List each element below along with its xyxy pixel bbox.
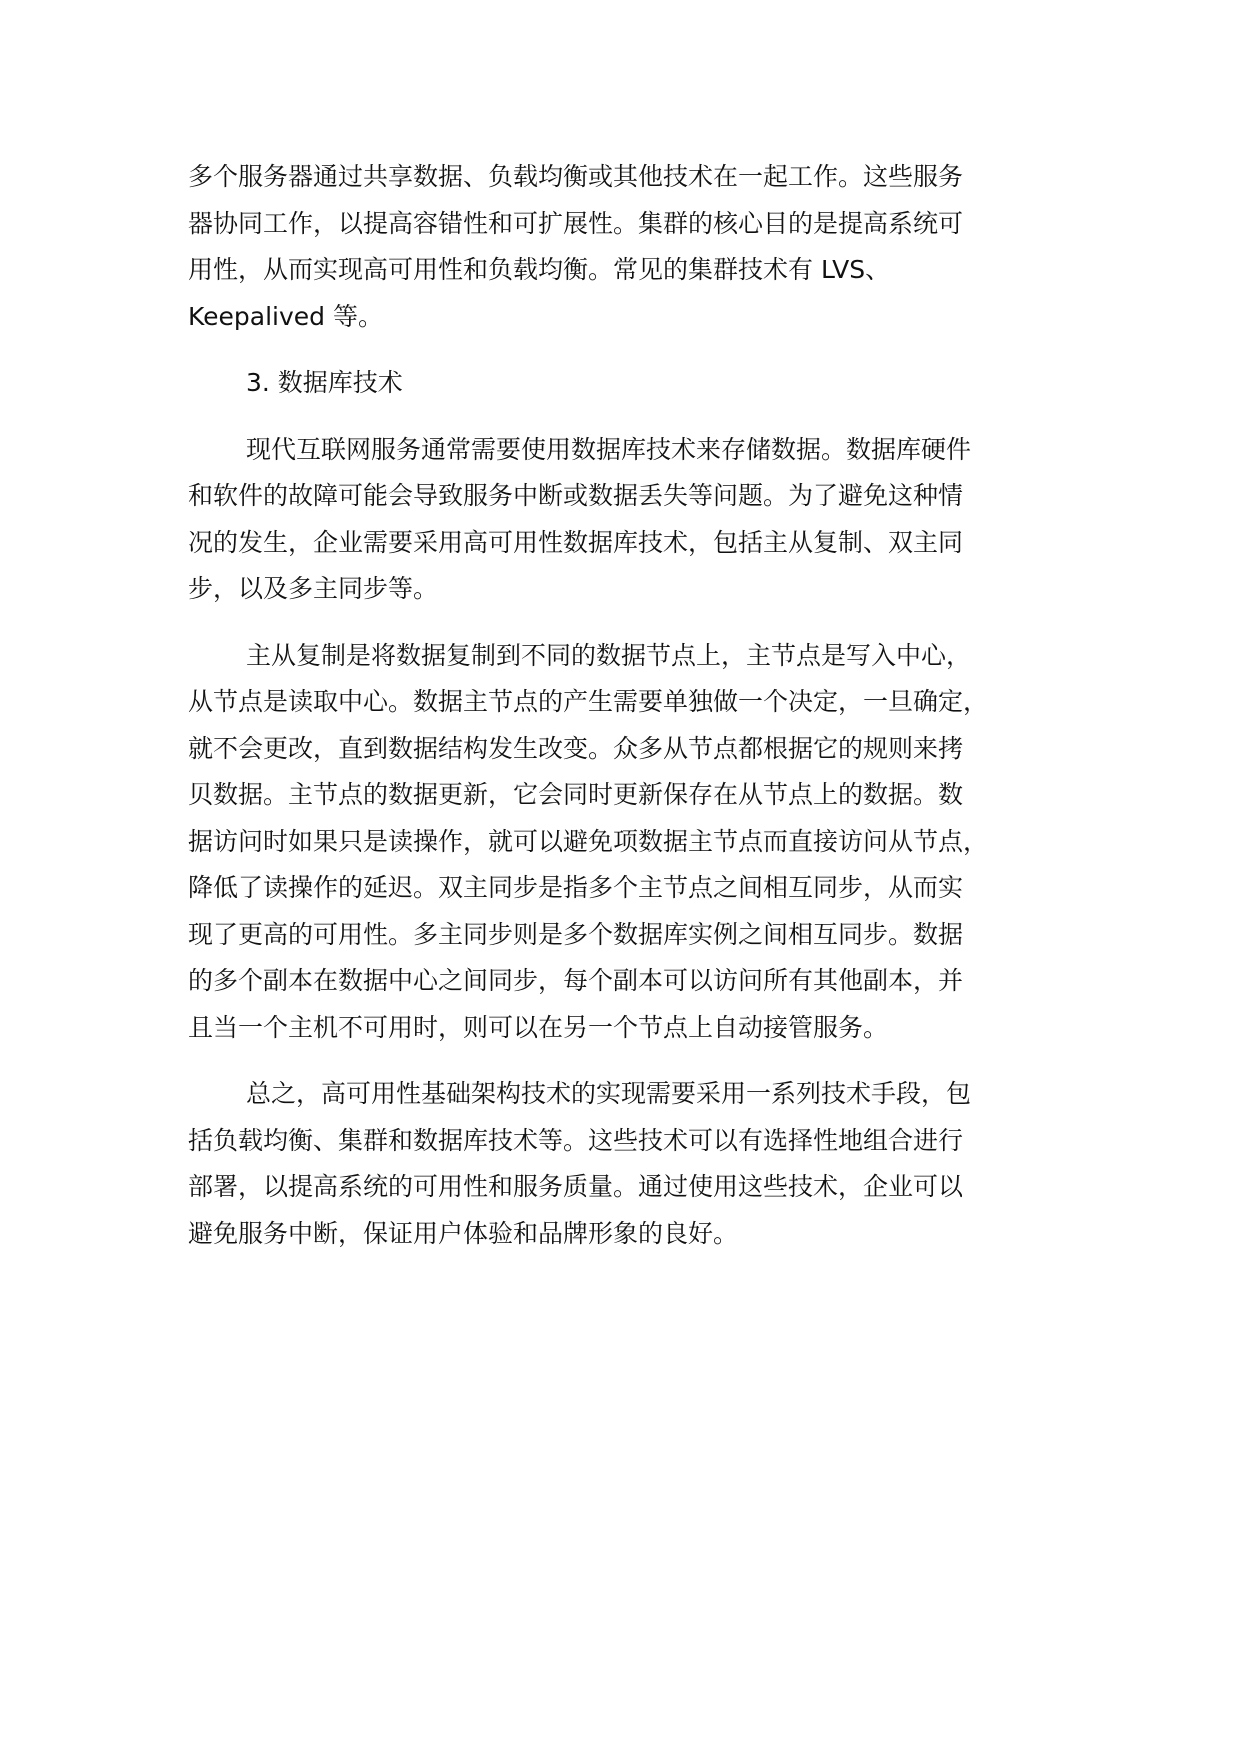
paragraph-spacer	[188, 407, 1088, 427]
paragraph-line: 部署，以提高系统的可用性和服务质量。通过使用这些技术，企业可以	[188, 1172, 964, 1201]
paragraph-line: 用性，从而实现高可用性和负载均衡。常见的集群技术有 LVS、	[188, 255, 891, 284]
paragraph-line: 就不会更改，直到数据结构发生改变。众多从节点都根据它的规则来拷	[188, 733, 964, 763]
paragraph-line: 从节点是读取中心。数据主节点的产生需要单独做一个决定，一旦确定，	[188, 687, 989, 716]
paragraph-line: 况的发生，企业需要采用高可用性数据库技术，包括主从复制、双主同	[188, 527, 964, 557]
paragraph-line: 总之，高可用性基础架构技术的实现需要采用一系列技术手段，包	[246, 1079, 972, 1108]
paragraph-line: Keepalived 等。	[188, 301, 383, 331]
replication-paragraph	[188, 633, 1088, 1052]
cluster-paragraph-end	[188, 154, 1088, 340]
paragraph-line: 和软件的故障可能会导致服务中断或数据丢失等问题。为了避免这种情	[188, 481, 964, 510]
paragraph-line: 多个服务器通过共享数据、负载均衡或其他技术在一起工作。这些服务	[188, 162, 964, 191]
conclusion-paragraph	[188, 1071, 1088, 1257]
section-heading: 3. 数据库技术	[246, 368, 403, 397]
database-intro-paragraph	[188, 427, 1088, 613]
paragraph-line: 现代互联网服务通常需要使用数据库技术来存储数据。数据库硬件	[246, 434, 972, 464]
paragraph-spacer	[188, 340, 1088, 360]
document-body	[188, 154, 1088, 1257]
paragraph-line: 贝数据。主节点的数据更新，它会同时更新保存在从节点上的数据。数	[188, 780, 964, 809]
paragraph-line: 的多个副本在数据中心之间同步，每个副本可以访问所有其他副本，并	[188, 966, 964, 995]
paragraph-line: 器协同工作，以提高容错性和可扩展性。集群的核心目的是提高系统可	[188, 208, 964, 238]
section-heading-database	[188, 360, 1088, 407]
paragraph-spacer	[188, 1051, 1088, 1071]
paragraph-line: 降低了读操作的延迟。双主同步是指多个主节点之间相互同步，从而实	[188, 873, 964, 902]
paragraph-line: 且当一个主机不可用时，则可以在另一个节点上自动接管服务。	[188, 1012, 889, 1042]
paragraph-line: 主从复制是将数据复制到不同的数据节点上，主节点是写入中心，	[246, 640, 972, 670]
paragraph-line: 现了更高的可用性。多主同步则是多个数据库实例之间相互同步。数据	[188, 919, 964, 949]
paragraph-line: 据访问时如果只是读操作，就可以避免项数据主节点而直接访问从节点，	[188, 826, 989, 856]
paragraph-line: 括负载均衡、集群和数据库技术等。这些技术可以有选择性地组合进行	[188, 1125, 964, 1155]
paragraph-line: 避免服务中断，保证用户体验和品牌形象的良好。	[188, 1218, 739, 1248]
paragraph-line: 步，以及多主同步等。	[188, 574, 439, 603]
paragraph-spacer	[188, 613, 1088, 633]
